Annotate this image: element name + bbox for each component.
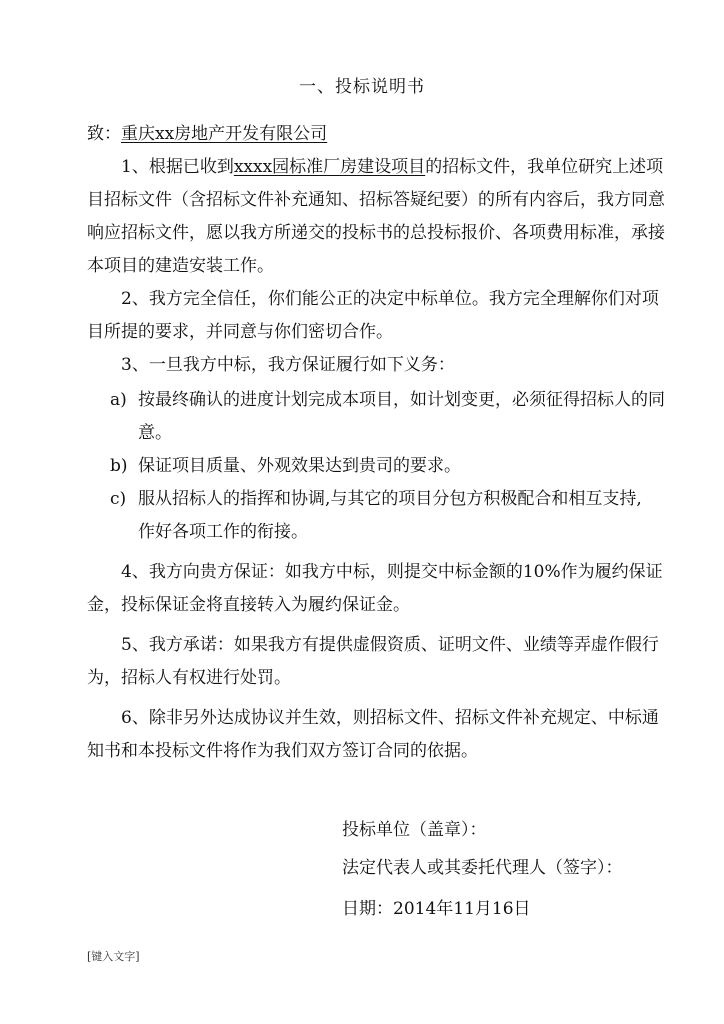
list-item-c xyxy=(110,487,126,511)
list-item-b-line1: 保证项目质量、外观效果达到贵司的要求。 xyxy=(138,456,461,476)
p6-line2: 知书和本投标文件将作为我们双方签订合同的依据。 xyxy=(87,741,478,761)
list-item-b xyxy=(110,454,128,478)
signature-unit: 投标单位（盖章）： xyxy=(342,820,487,840)
p3-line1: 3、一旦我方中标，我方保证履行如下义务： xyxy=(121,355,455,375)
salutation-recipient: 重庆xx房地产开发有限公司 xyxy=(121,124,328,144)
p1-line3: 响应招标文件，愿以我方所递交的投标书的总投标报价、各项费用标准，承接 xyxy=(87,223,665,243)
project-name: xxxx园标准厂房建设项目 xyxy=(233,157,426,177)
p1-line2: 目招标文件（含招标文件补充通知、招标答疑纪要）的所有内容后，我方同意 xyxy=(87,190,665,210)
signature-date: 日期：2014年11月16日 xyxy=(342,899,531,919)
p1-line1-suffix: 的招标文件，我单位研究上述项 xyxy=(425,157,664,177)
list-marker: a) xyxy=(110,390,127,410)
list-item-a-line1: 按最终确认的进度计划完成本项目，如计划变更，必须征得招标人的同 xyxy=(138,390,665,410)
p5-line1: 5、我方承诺：如果我方有提供虚假资质、证明文件、业绩等弄虚作假行 xyxy=(121,635,659,655)
salutation-prefix: 致： xyxy=(87,124,121,144)
list-marker: b) xyxy=(110,456,128,476)
list-item-c-line1: 服从招标人的指挥和协调,与其它的项目分包方积极配合和相互支持, xyxy=(138,489,642,509)
p4-line1: 4、我方向贵方保证：如我方中标，则提交中标金额的10%作为履约保证 xyxy=(121,562,663,582)
p1-line1 xyxy=(121,155,663,179)
p2-line1: 2、我方完全信任，你们能公正的决定中标单位。我方完全理解你们对项 xyxy=(121,289,659,309)
signature-representative: 法定代表人或其委托代理人（签字）： xyxy=(342,858,623,878)
p1-line1-prefix: 1、根据已收到 xyxy=(121,157,234,177)
p1-line4: 本项目的建造安装工作。 xyxy=(87,256,274,276)
salutation xyxy=(87,122,327,146)
p4-line2: 金，投标保证金将直接转入为履约保证金。 xyxy=(87,595,410,615)
p6-line1: 6、除非另外达成协议并生效，则招标文件、招标文件补充规定、中标通 xyxy=(121,708,659,728)
p5-line2: 为，招标人有权进行处罚。 xyxy=(87,668,291,688)
p2-line2: 目所提的要求，并同意与你们密切合作。 xyxy=(87,322,393,342)
list-marker: c) xyxy=(110,489,127,509)
document-title: 一、投标说明书 xyxy=(299,77,425,97)
footer-placeholder: [键入文字] xyxy=(87,950,140,963)
list-item-a-line2: 意。 xyxy=(138,423,172,443)
list-item-c-line2: 作好各项工作的衔接。 xyxy=(138,522,308,542)
list-item-a xyxy=(110,388,127,412)
